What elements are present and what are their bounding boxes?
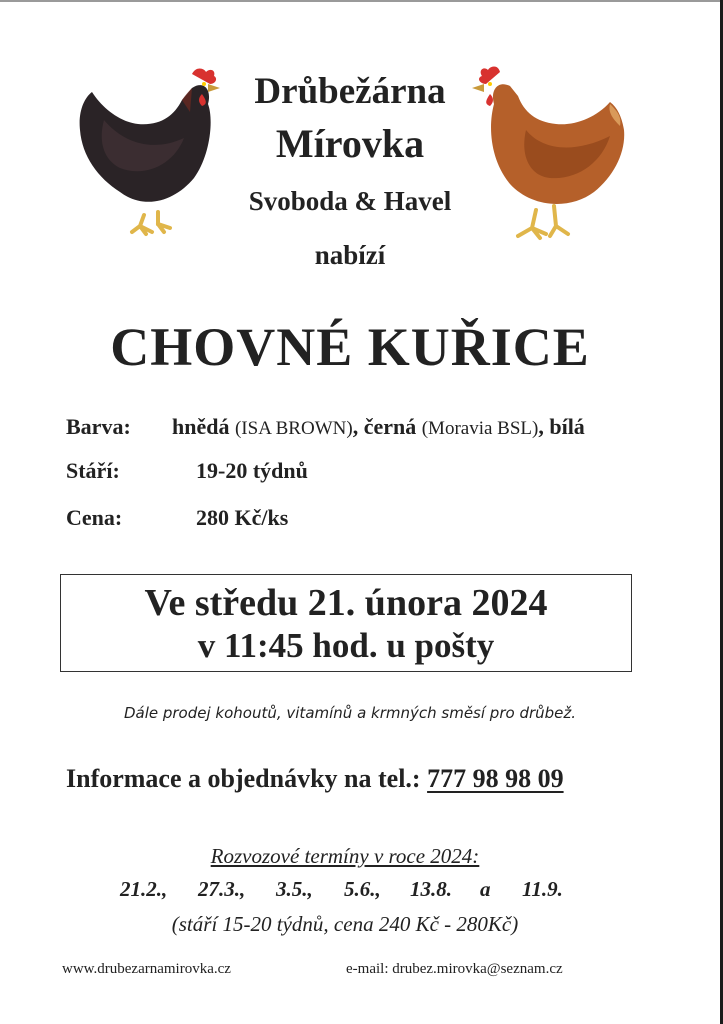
offers-text: nabízí xyxy=(314,240,386,270)
contact-line xyxy=(66,764,564,794)
schedule-date: 11.9. xyxy=(522,877,563,901)
event-date: Ve středu 21. února 2024 xyxy=(144,582,548,624)
phone-number[interactable]: 777 98 98 09 xyxy=(427,764,564,793)
email-link[interactable]: e-mail: drubez.mirovka@seznam.cz xyxy=(346,961,563,977)
color-separator-2: , xyxy=(538,414,544,439)
color-white: bílá xyxy=(549,414,585,439)
color-separator-1: , xyxy=(352,414,359,439)
schedule-date: 27.3., xyxy=(198,877,246,901)
schedule-dates xyxy=(120,877,563,902)
website-link[interactable]: www.drubezarnamirovka.cz xyxy=(62,961,231,977)
age-label: Stáří: xyxy=(66,458,120,483)
schedule-date: 3.5., xyxy=(276,877,313,901)
schedule-date: 13.8. xyxy=(410,877,452,901)
schedule-note: (stáří 15-20 týdnů, cena 240 Kč - 280Kč) xyxy=(171,912,519,936)
contact-label: Informace a objednávky na tel.: xyxy=(66,764,421,793)
color-brown: hnědá xyxy=(172,414,230,439)
color-black: černá xyxy=(363,414,417,439)
age-value: 19-20 týdnů xyxy=(196,458,308,483)
scan-edge-top xyxy=(0,0,723,2)
company-name-line-1: Drůbežárna xyxy=(254,71,446,112)
color-brown-note: (ISA BROWN) xyxy=(234,418,353,439)
color-black-note: (Moravia BSL) xyxy=(421,418,539,439)
color-label: Barva: xyxy=(66,414,131,439)
schedule-date: 21.2., xyxy=(120,877,168,901)
age-row xyxy=(66,458,308,484)
schedule-title: Rozvozové termíny v roce 2024: xyxy=(210,844,480,868)
headline: CHOVNÉ KUŘICE xyxy=(110,317,590,377)
owners-text: Svoboda & Havel xyxy=(248,186,452,216)
price-value: 280 Kč/ks xyxy=(196,505,289,530)
color-row xyxy=(66,414,585,440)
price-label: Cena: xyxy=(66,505,123,530)
price-row xyxy=(66,505,288,531)
company-name-line-2: Mírovka xyxy=(275,121,425,166)
event-box xyxy=(60,574,632,672)
additional-products-note: Dále prodej kohoutů, vitamínů a krmných směsí pro drůbež. xyxy=(123,704,577,722)
event-time-place: v 11:45 hod. u pošty xyxy=(197,626,495,665)
schedule-conjunction: a xyxy=(480,877,491,901)
schedule-date: 5.6., xyxy=(344,877,381,901)
